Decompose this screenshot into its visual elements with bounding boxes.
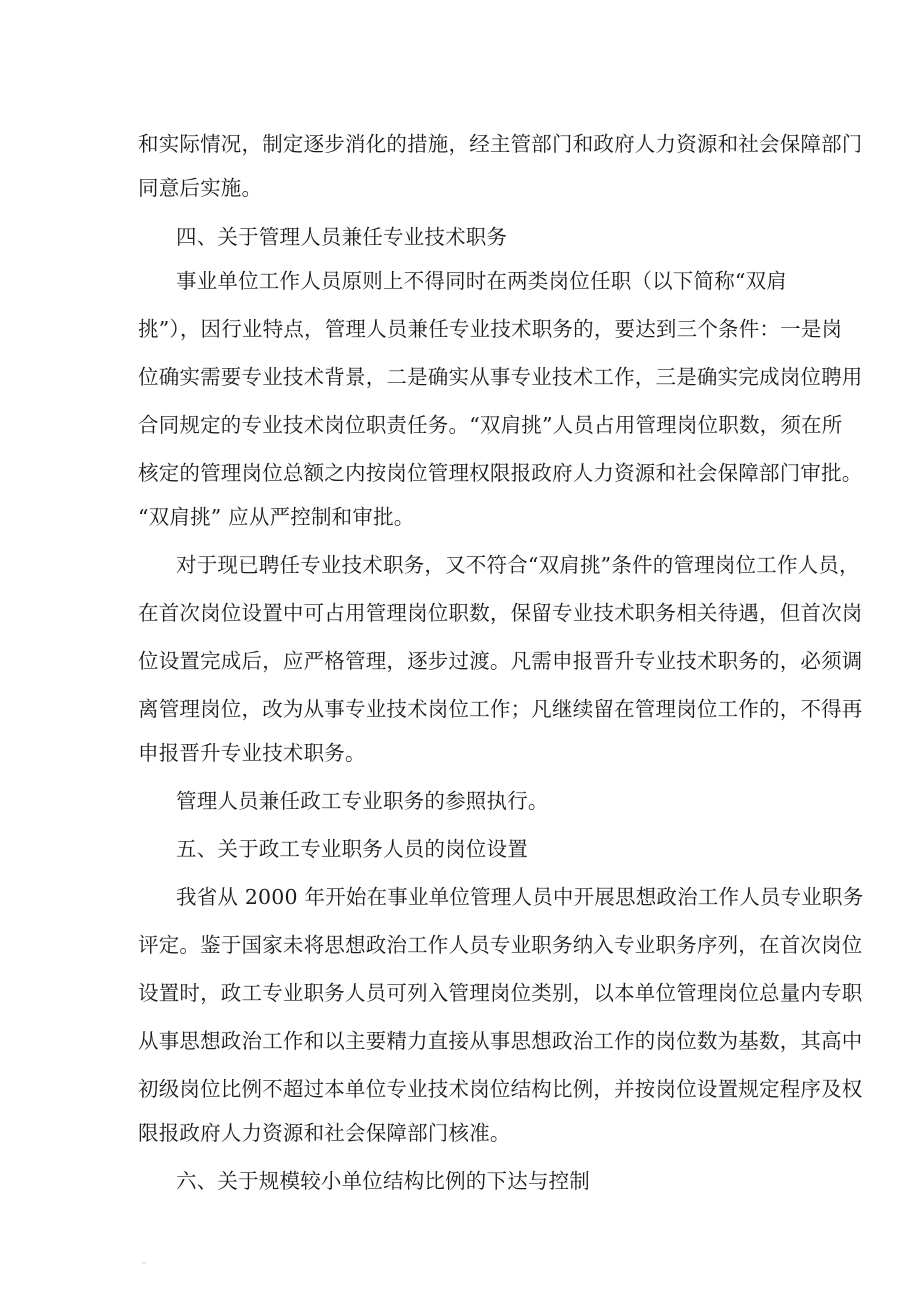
body-text-line: 初级岗位比例不超过本单位专业技术岗位结构比例，并按岗位设置规定程序及权 bbox=[138, 1077, 863, 1101]
body-text-line: 位设置完成后，应严格管理，逐步过渡。凡需申报晋升专业技术职务的，必须调 bbox=[138, 649, 863, 673]
body-text-line: 对于现已聘任专业技术职务，又不符合“双肩挑”条件的管理岗位工作人员， bbox=[176, 553, 860, 577]
section-heading-6: 六、关于规模较小单位结构比例的下达与控制 bbox=[176, 1169, 590, 1193]
body-text-line: 在首次岗位设置中可占用管理岗位职数，保留专业技术职务相关待遇，但首次岗 bbox=[138, 601, 863, 625]
section-heading-5: 五、关于政工专业职务人员的岗位设置 bbox=[176, 837, 528, 861]
body-text-line: 同意后实施。 bbox=[138, 176, 263, 200]
body-text-line: 设置时，政工专业职务人员可列入管理岗位类别，以本单位管理岗位总量内专职 bbox=[138, 981, 863, 1005]
body-text-line: 限报政府人力资源和社会保障部门核准。 bbox=[138, 1121, 511, 1145]
body-text-line: 评定。鉴于国家未将思想政治工作人员专业职务纳入专业职务序列，在首次岗位 bbox=[138, 933, 863, 957]
body-text-line: 管理人员兼任政工专业职务的参照执行。 bbox=[176, 789, 549, 813]
section-heading-4: 四、关于管理人员兼任专业技术职务 bbox=[176, 225, 508, 249]
body-text-line: 事业单位工作人员原则上不得同时在两类岗位任职（以下简称“双肩 bbox=[176, 269, 787, 293]
body-text-line: 核定的管理岗位总额之内按岗位管理权限报政府人力资源和社会保障部门审批。 bbox=[138, 461, 863, 485]
body-text-line: 和实际情况，制定逐步消化的措施，经主管部门和政府人力资源和社会保障部门 bbox=[138, 132, 863, 156]
body-text-line: 挑”），因行业特点，管理人员兼任专业技术职务的，要达到三个条件：一是岗 bbox=[138, 317, 843, 341]
body-text-line: “双肩挑” 应从严控制和审批。 bbox=[138, 505, 415, 529]
body-text-line: 我省从 2000 年开始在事业单位管理人员中开展思想政治工作人员专业职务 bbox=[176, 885, 864, 909]
page-footer-mark bbox=[142, 1262, 146, 1264]
body-text-line: 从事思想政治工作和以主要精力直接从事思想政治工作的岗位数为基数，其高中 bbox=[138, 1029, 863, 1053]
body-text-line: 申报晋升专业技术职务。 bbox=[138, 741, 366, 765]
body-text-line: 位确实需要专业技术背景，二是确实从事专业技术工作，三是确实完成岗位聘用 bbox=[138, 365, 863, 389]
body-text-line: 离管理岗位，改为从事专业技术岗位工作；凡继续留在管理岗位工作的，不得再 bbox=[138, 697, 863, 721]
body-text-line: 合同规定的专业技术岗位职责任务。“双肩挑”人员占用管理岗位职数，须在所 bbox=[138, 413, 843, 437]
